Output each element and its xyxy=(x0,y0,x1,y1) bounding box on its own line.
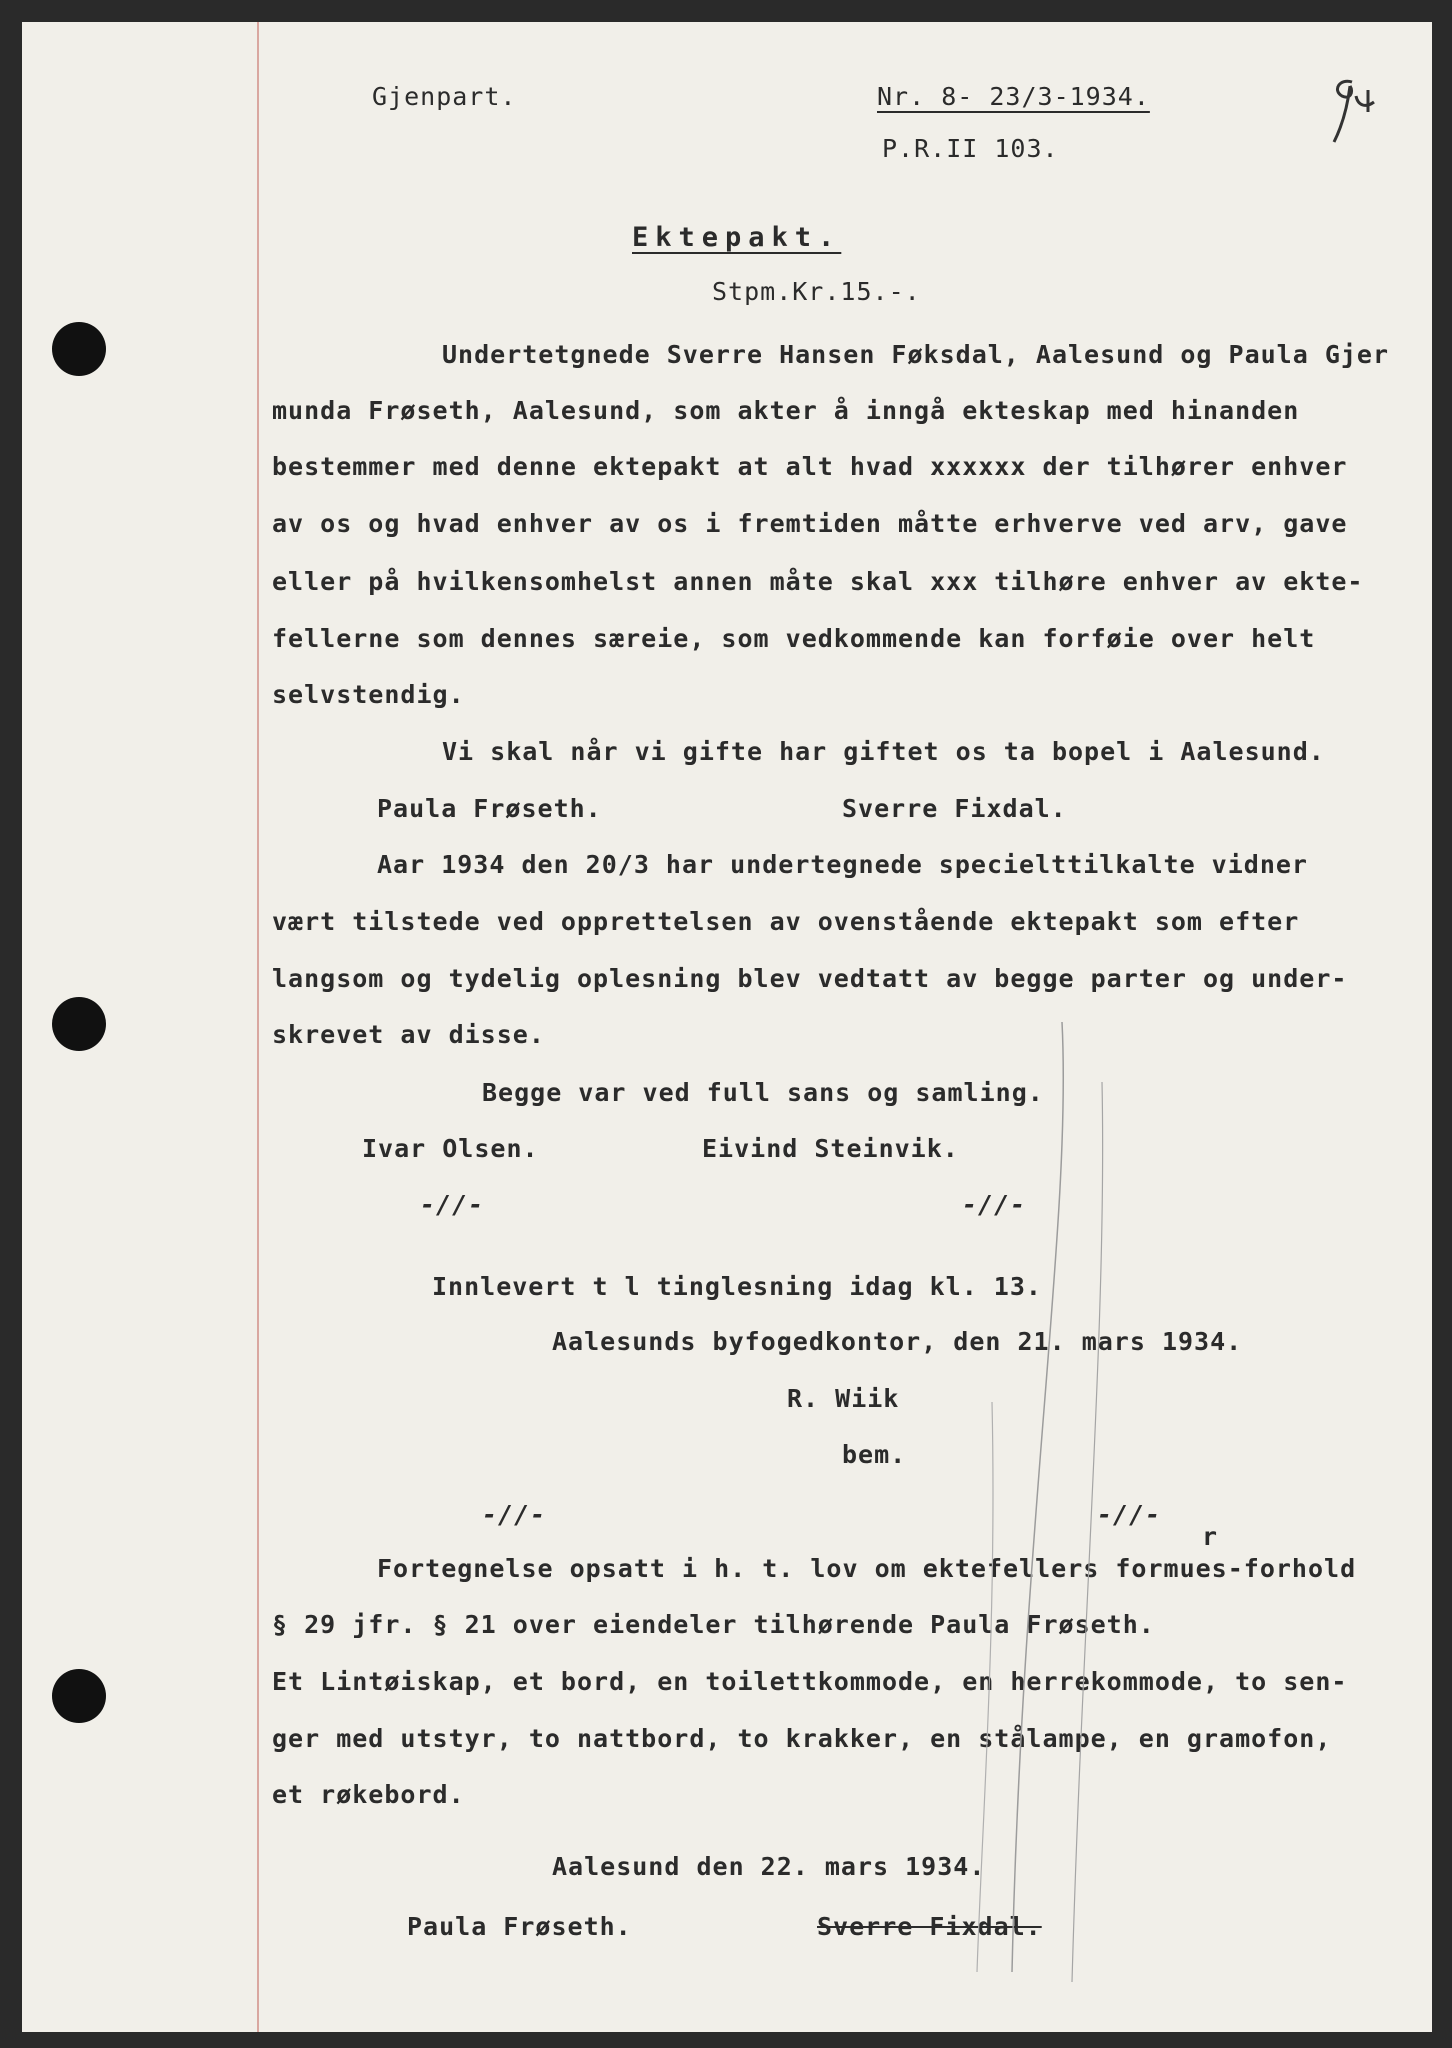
witness-line: Begge var ved full sans og samling. xyxy=(482,1078,1044,1107)
inventory-line: et røkebord. xyxy=(272,1780,465,1809)
witness-name-right: Eivind Steinvik. xyxy=(702,1134,959,1163)
copy-label: Gjenpart. xyxy=(372,82,517,111)
closing-signature-right: Sverre Fixdal. xyxy=(817,1912,1042,1941)
inventory-line: § 29 jfr. § 21 over eiendeler tilhørende Paula Frøseth. xyxy=(272,1610,1155,1639)
body-line: eller på hvilkensomhelst annen måte skal xxx tilhøre enhver av ekte- xyxy=(272,567,1364,596)
closing-signature-left: Paula Frøseth. xyxy=(407,1912,632,1941)
punch-hole xyxy=(52,1669,106,1723)
signature-mark: -//- xyxy=(482,1500,547,1529)
inventory-line: ger med utstyr, to nattbord, to krakker, en stålampe, en gramofon, xyxy=(272,1724,1332,1753)
registrar-name: R. Wiik xyxy=(787,1384,900,1413)
inventory-line: Fortegnelse opsatt i h. t. lov om ektefellers formues-forhold xyxy=(377,1554,1357,1583)
signature-mark: -//- xyxy=(1097,1500,1162,1529)
inventory-line: Et Lintøiskap, et bord, en toilettkommode, en herrekommode, to sen- xyxy=(272,1667,1348,1696)
witness-line: Aar 1934 den 20/3 har undertegnede specielttilkalte vidner xyxy=(377,850,1308,879)
inventory-insert: r xyxy=(1202,1522,1219,1551)
punch-hole xyxy=(52,322,106,376)
body-line: munda Frøseth, Aalesund, som akter å inngå ekteskap med hinanden xyxy=(272,396,1300,425)
registration-line: Innlevert t l tinglesning idag kl. 13. xyxy=(432,1272,1042,1301)
record-number: Nr. 8- 23/3-1934. xyxy=(877,82,1150,111)
witness-line: skrevet av disse. xyxy=(272,1020,545,1049)
document-page xyxy=(22,22,1432,2032)
register-ref: P.R.II 103. xyxy=(882,134,1059,163)
punch-hole xyxy=(52,997,106,1051)
witness-line: langsom og tydelig oplesning blev vedtatt av begge parter og under- xyxy=(272,964,1348,993)
registrar-note: bem. xyxy=(842,1440,907,1469)
body-line: fellerne som dennes særeie, som vedkommende kan forføie over helt xyxy=(272,624,1316,653)
stamp-duty: Stpm.Kr.15.-. xyxy=(712,277,921,306)
document-title: Ektepakt. xyxy=(632,222,842,253)
signature-right: Sverre Fixdal. xyxy=(842,794,1067,823)
closing-place-date: Aalesund den 22. mars 1934. xyxy=(552,1852,986,1881)
witness-name-left: Ivar Olsen. xyxy=(362,1134,539,1163)
registration-line: Aalesunds byfogedkontor, den 21. mars 1934. xyxy=(552,1327,1243,1356)
signature-left: Paula Frøseth. xyxy=(377,794,602,823)
witness-line: vært tilstede ved opprettelsen av ovenstående ektepakt som efter xyxy=(272,907,1300,936)
signature-mark: -//- xyxy=(420,1190,485,1219)
body-line: Undertetgnede Sverre Hansen Føksdal, Aalesund og Paula Gjer xyxy=(442,340,1390,369)
body-line: bestemmer med denne ektepakt at alt hvad xxxxxx der tilhører enhver xyxy=(272,452,1348,481)
signature-mark: -//- xyxy=(962,1190,1027,1219)
margin-rule xyxy=(257,22,259,2032)
body-line: Vi skal når vi gifte har giftet os ta bopel i Aalesund. xyxy=(442,737,1325,766)
body-line: selvstendig. xyxy=(272,680,465,709)
initials-mark xyxy=(1322,72,1382,152)
body-line: av os og hvad enhver av os i fremtiden måtte erhverve ved arv, gave xyxy=(272,509,1348,538)
